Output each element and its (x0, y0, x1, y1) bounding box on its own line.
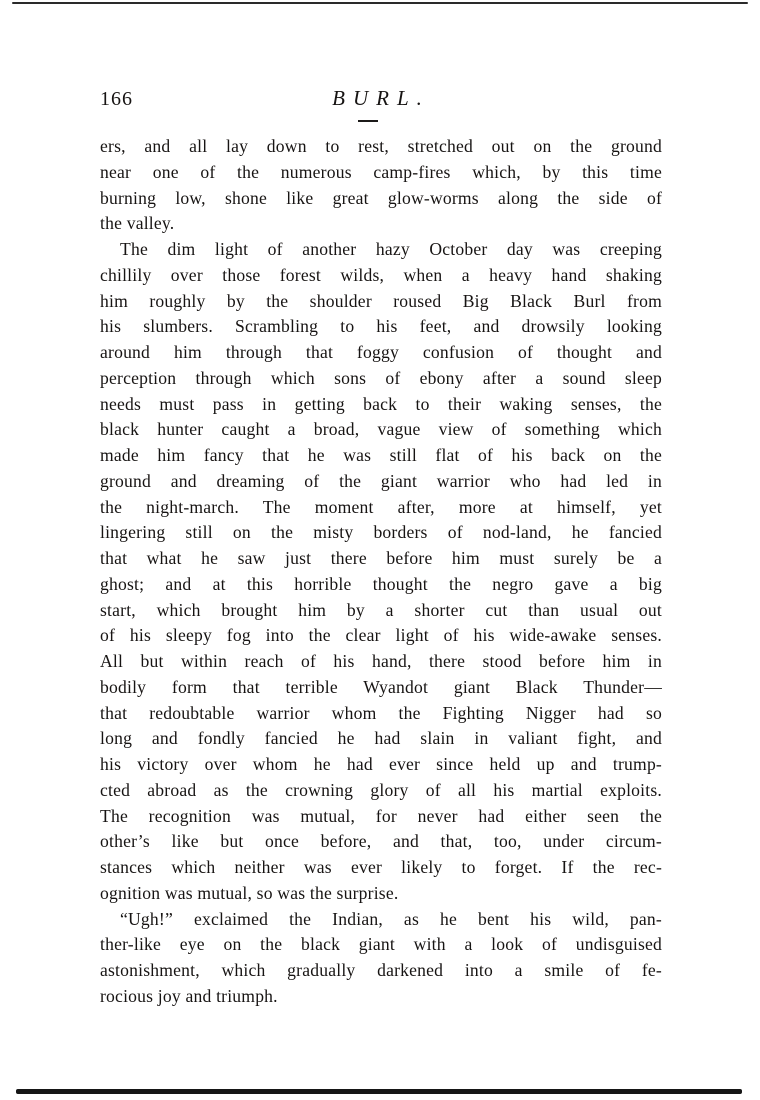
text-line: black hunter caught a broad, vague view of something which (100, 419, 662, 440)
text-line: ghost; and at this horrible thought the negro gave a big (100, 573, 662, 594)
text-line: All but within reach of his hand, there stood before him in (100, 651, 662, 671)
text-line: bodily form that terrible Wyandot giant Black Thunder— (100, 676, 662, 697)
text-line: “Ugh!” exclaimed the Indian, as he bent his wild, pan- (120, 908, 662, 929)
text-line: his slumbers. Scrambling to his feet, and drowsily looking (100, 316, 662, 337)
text-line: start, which brought him by a shorter cut than usual out (100, 599, 662, 620)
paragraph (100, 907, 662, 1010)
text-line: his victory over whom he had ever since held up and trump- (100, 754, 662, 774)
text-line: lingering still on the misty borders of nod-land, he fancied (100, 522, 662, 543)
text-line: near one of the numerous camp-fires which, by this time (100, 161, 662, 182)
text-line: chillily over those forest wilds, when a heavy hand shaking (100, 264, 662, 285)
text-line: ers, and all lay down to rest, stretched out on the ground (100, 136, 662, 156)
text-line: long and fondly fancied he had slain in valiant fight, and (100, 728, 662, 749)
text-line: stances which neither was ever likely to forget. If the rec- (100, 857, 662, 877)
text-line: ground and dreaming of the giant warrior who had led in (100, 470, 662, 491)
text-line: ognition was mutual, so was the surprise. (100, 882, 399, 903)
title-rule (358, 120, 378, 122)
text-line: needs must pass in getting back to their waking senses, the (100, 393, 662, 414)
text-line: cted abroad as the crowning glory of all his martial exploits. (100, 779, 662, 800)
scan-artifact-bottom (16, 1089, 742, 1094)
text-line: that redoubtable warrior whom the Fighting Nigger had so (100, 702, 662, 723)
paragraph (100, 134, 662, 237)
text-line: The dim light of another hazy October day was creeping (120, 239, 662, 259)
running-title: BURL. (332, 86, 430, 110)
text-line: the valley. (100, 213, 175, 234)
text-line: burning low, shone like great glow-worms along the side of (100, 187, 662, 208)
page-number: 166 (100, 88, 133, 110)
text-line: The recognition was mutual, for never had either seen the (100, 805, 662, 826)
paragraph (100, 237, 662, 907)
text-line: other’s like but once before, and that, too, under circum- (100, 831, 662, 852)
text-line: around him through that foggy confusion of thought and (100, 342, 662, 362)
text-line: him roughly by the shoulder roused Big Black Burl from (100, 290, 662, 311)
text-line: of his sleepy fog into the clear light of his wide-awake senses. (100, 625, 662, 646)
page-body (100, 134, 662, 1010)
page-header (100, 86, 662, 116)
text-line: the night-march. The moment after, more at himself, yet (100, 496, 662, 517)
text-line: made him fancy that he was still flat of his back on the (100, 445, 662, 465)
text-line: that what he saw just there before him must surely be a (100, 548, 662, 568)
text-line: rocious joy and triumph. (100, 985, 278, 1006)
text-line: ther-like eye on the black giant with a look of undisguised (100, 934, 662, 955)
scan-artifact-top (12, 2, 748, 4)
text-line: perception through which sons of ebony after a sound sleep (100, 367, 662, 388)
text-line: astonishment, which gradually darkened into a smile of fe- (100, 960, 662, 980)
